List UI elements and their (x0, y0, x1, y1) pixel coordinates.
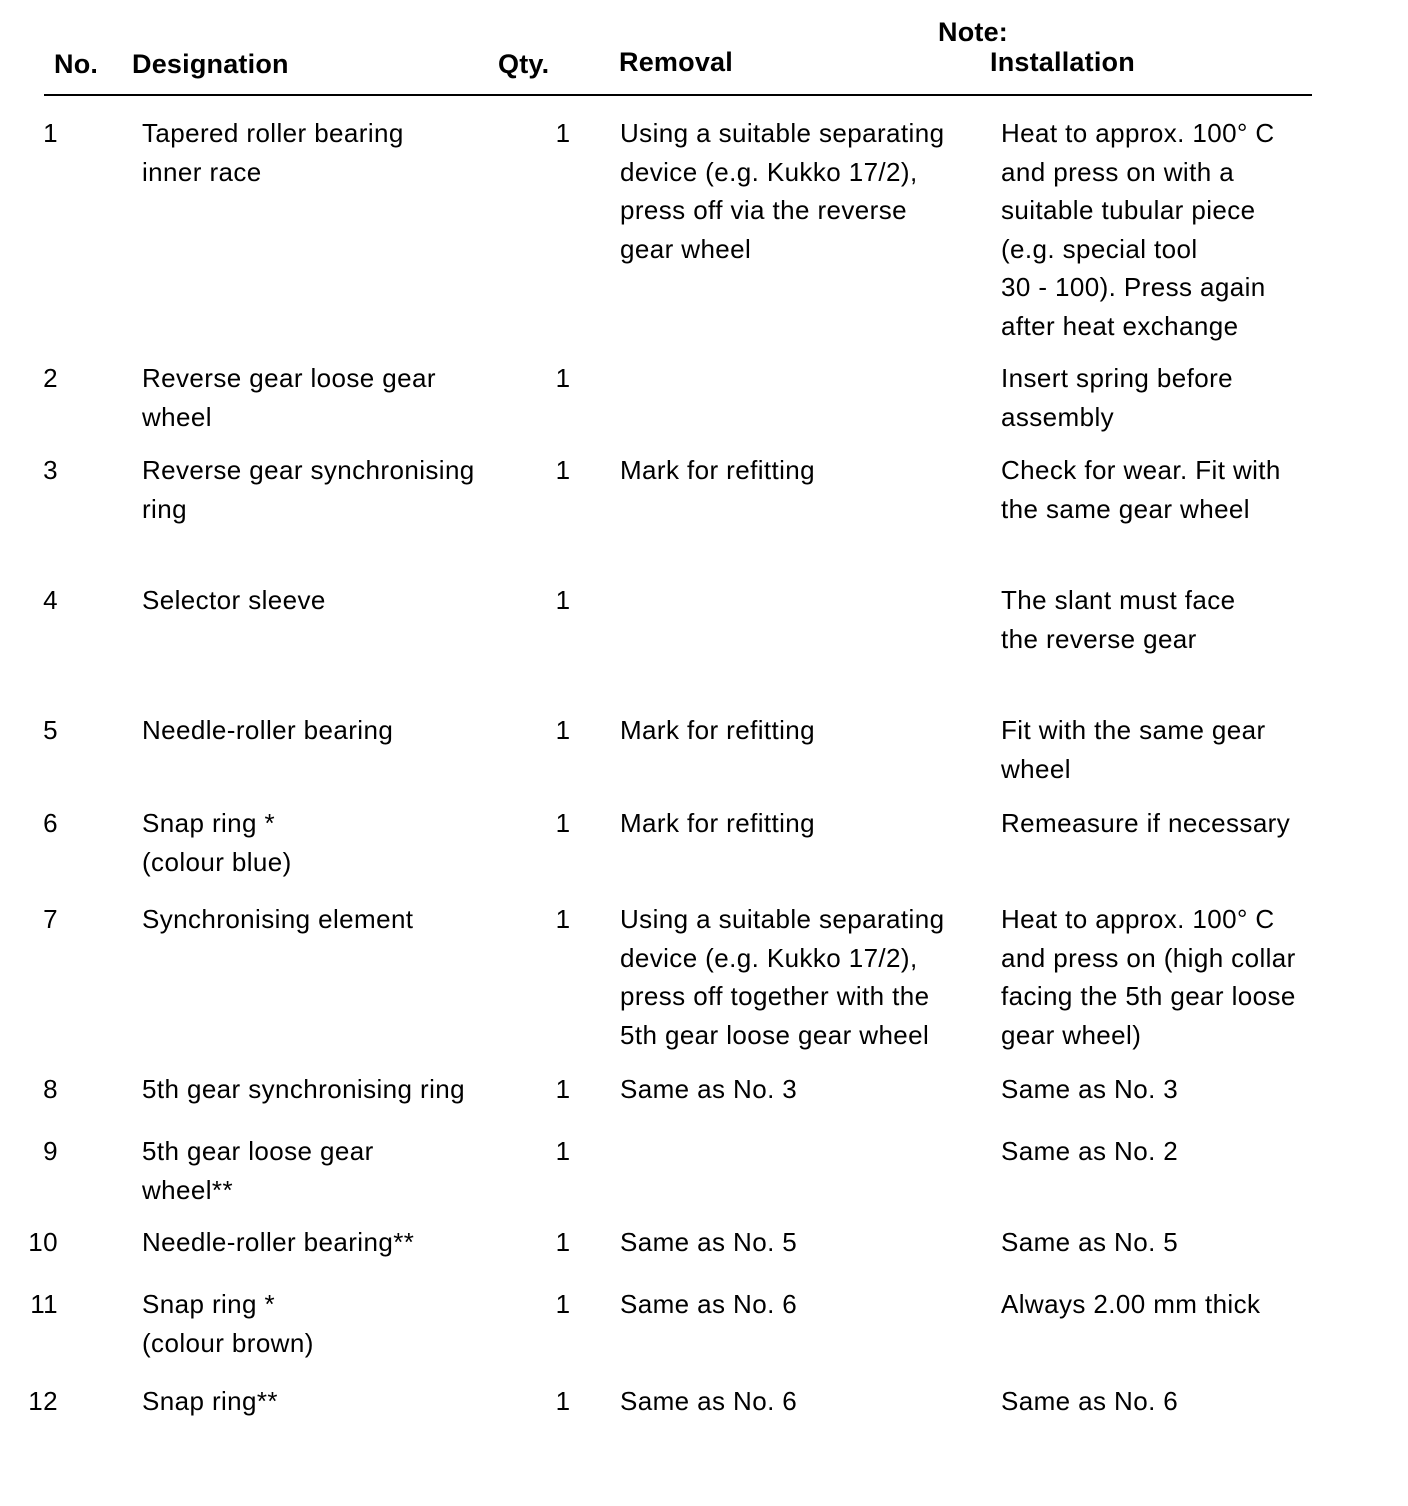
row-qty: 1 (555, 1136, 571, 1166)
row-designation: 5th gear synchronising ring (142, 1074, 465, 1104)
row-number: 1 (43, 118, 58, 148)
row-designation: Needle-roller bearing (142, 715, 394, 745)
row-removal: Mark for refitting (620, 455, 816, 485)
row-number: 4 (43, 585, 58, 615)
row-designation: Tapered roller bearing inner race (142, 118, 404, 187)
row-number: 2 (43, 363, 58, 393)
row-designation: 5th gear loose gear wheel** (142, 1136, 374, 1205)
row-designation: Needle-roller bearing** (142, 1227, 415, 1257)
row-number: 6 (43, 808, 58, 838)
row-designation: Snap ring * (colour blue) (142, 808, 292, 877)
row-installation: Same as No. 3 (1001, 1074, 1179, 1104)
row-qty: 1 (555, 585, 571, 615)
row-installation: Heat to approx. 100° C and press on with a suitable tubular piece (e.g. special tool 30 - 100). Press again after heat exchange (1001, 118, 1275, 341)
row-qty: 1 (555, 455, 571, 485)
header-removal: Removal (619, 47, 733, 77)
header-installation: Installation (990, 47, 1135, 77)
row-removal: Using a suitable separating device (e.g. Kukko 17/2), press off together with the 5th gear loose gear wheel (620, 904, 945, 1050)
row-designation: Reverse gear loose gear wheel (142, 363, 436, 432)
row-designation: Snap ring * (colour brown) (142, 1289, 314, 1358)
row-removal: Using a suitable separating device (e.g. Kukko 17/2), press off via the reverse gear wheel (620, 118, 945, 264)
row-qty: 1 (555, 808, 571, 838)
row-qty: 1 (555, 1289, 571, 1319)
row-qty: 1 (555, 1227, 571, 1257)
row-qty: 1 (555, 1074, 571, 1104)
row-number: 8 (43, 1074, 58, 1104)
row-qty: 1 (555, 118, 571, 148)
row-installation: Remeasure if necessary (1001, 808, 1291, 838)
row-installation: Fit with the same gear wheel (1001, 715, 1266, 784)
header-designation: Designation (132, 49, 289, 79)
row-installation: Same as No. 5 (1001, 1227, 1179, 1257)
row-installation: Check for wear. Fit with the same gear wheel (1001, 455, 1281, 524)
row-number: 9 (43, 1136, 58, 1166)
row-number: 3 (43, 455, 58, 485)
row-installation: The slant must face the reverse gear (1001, 585, 1236, 654)
row-qty: 1 (555, 904, 571, 934)
row-installation: Same as No. 2 (1001, 1136, 1179, 1166)
row-installation: Same as No. 6 (1001, 1386, 1179, 1416)
row-qty: 1 (555, 715, 571, 745)
row-designation: Snap ring** (142, 1386, 278, 1416)
row-designation: Reverse gear synchronising ring (142, 455, 475, 524)
row-removal: Same as No. 6 (620, 1386, 798, 1416)
row-qty: 1 (555, 1386, 571, 1416)
row-number: 5 (43, 715, 58, 745)
header-qty: Qty. (498, 49, 550, 79)
row-number: 12 (28, 1386, 58, 1416)
row-number: 10 (28, 1227, 58, 1257)
row-removal: Same as No. 5 (620, 1227, 798, 1257)
row-installation: Insert spring before assembly (1001, 363, 1234, 432)
header-rule (44, 94, 1312, 96)
row-removal: Same as No. 6 (620, 1289, 798, 1319)
header-no: No. (54, 49, 99, 79)
row-designation: Selector sleeve (142, 585, 326, 615)
header-note: Note: (938, 17, 1008, 47)
row-qty: 1 (555, 363, 571, 393)
row-designation: Synchronising element (142, 904, 414, 934)
row-installation: Always 2.00 mm thick (1001, 1289, 1261, 1319)
row-removal: Mark for refitting (620, 808, 816, 838)
row-number: 11 (30, 1289, 58, 1319)
row-removal: Same as No. 3 (620, 1074, 798, 1104)
row-number: 7 (43, 904, 58, 934)
row-removal: Mark for refitting (620, 715, 816, 745)
row-installation: Heat to approx. 100° C and press on (high collar facing the 5th gear loose gear wheel) (1001, 904, 1296, 1050)
